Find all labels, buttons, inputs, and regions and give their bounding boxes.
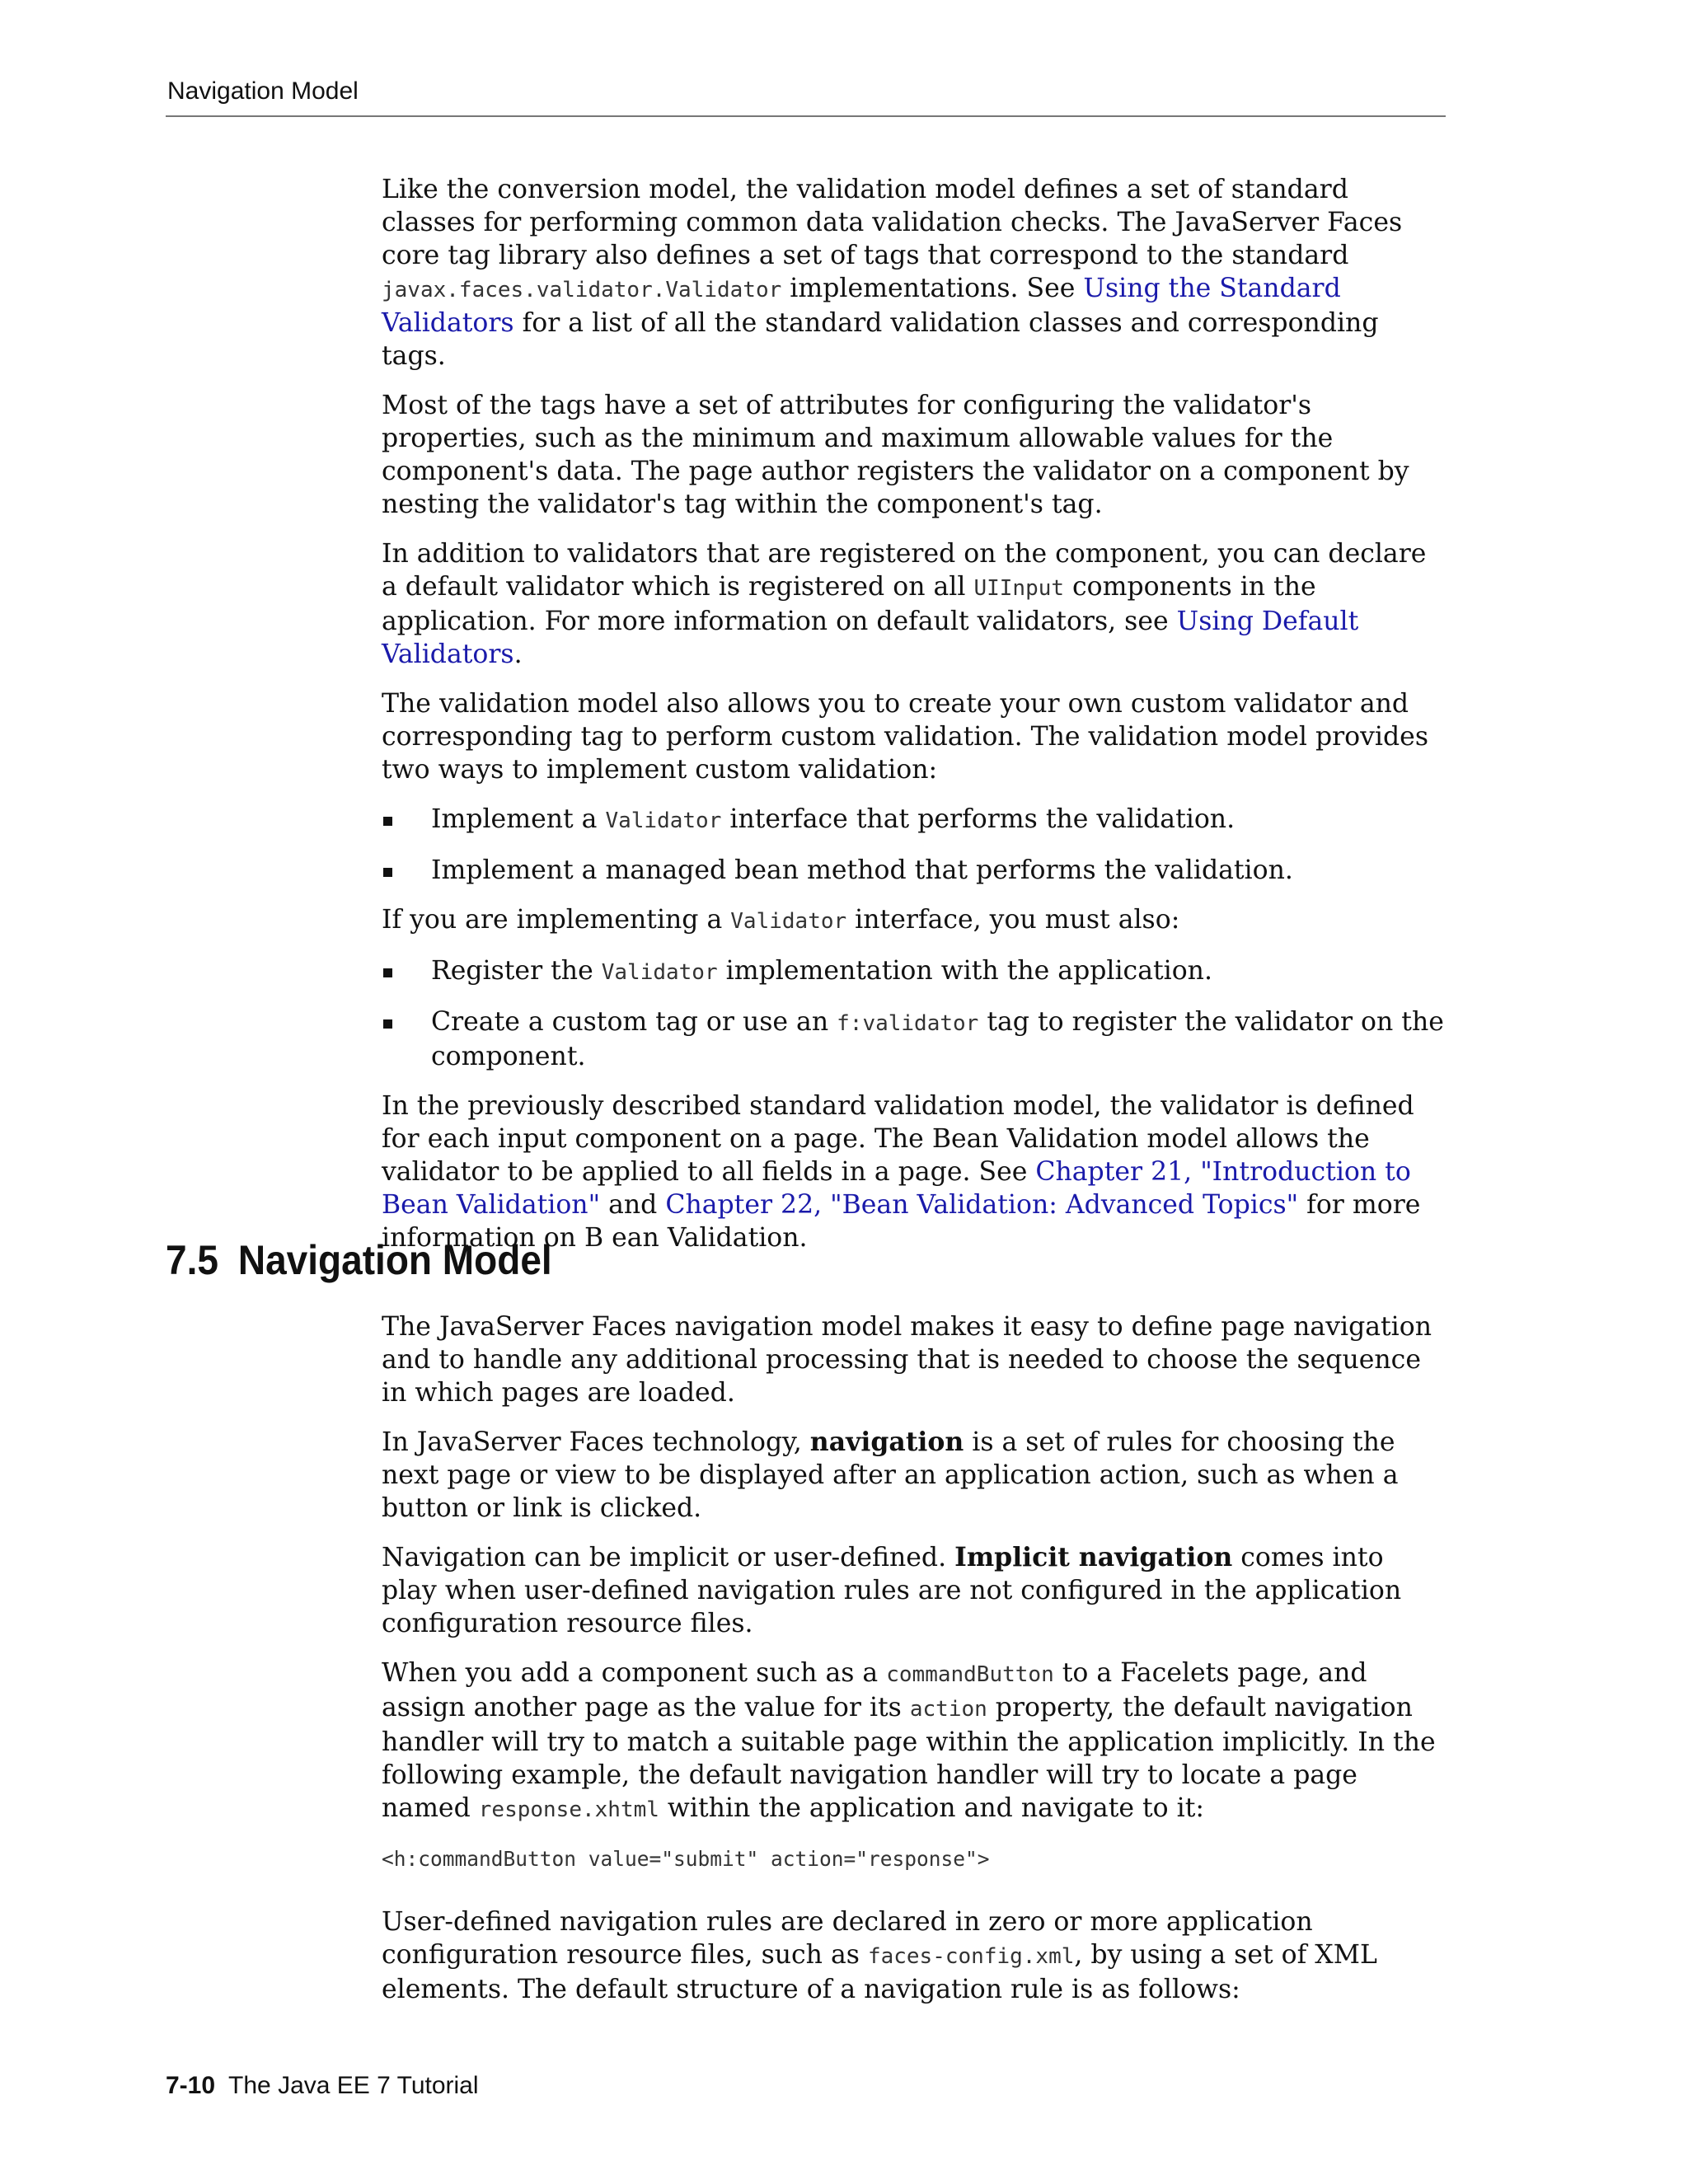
- paragraph: The validation model also allows you to create your own custom validator and corresponding tag to perform custom validation. The validation model provides two ways to implement custom validation:: [382, 689, 1428, 785]
- link-using-standard-validators[interactable]: Using the Standard Validators: [382, 274, 1341, 338]
- link-using-default-validators[interactable]: Using Default Validators: [382, 607, 1359, 669]
- paragraph: User-defined navigation rules are declared in zero or more application configuration resource files, such as faces-config.xml, by using a set of XML elements. The default structure of a navigation rule is as follows:: [382, 1907, 1377, 2004]
- inline-code: Validator: [605, 808, 722, 833]
- inline-code: Validator: [601, 960, 718, 985]
- bold-term: navigation: [809, 1427, 964, 1457]
- section-heading: [166, 1234, 552, 1286]
- link-chapter-22[interactable]: Chapter 22, "Bean Validation: Advanced Topics": [665, 1190, 1299, 1220]
- bold-term: Implicit navigation: [954, 1542, 1233, 1572]
- list-item: Register the Validator implementation with the application.: [382, 954, 1447, 989]
- inline-code: faces-config.xml: [867, 1944, 1075, 1969]
- paragraph: In JavaServer Faces technology, navigation is a set of rules for choosing the next page or view to be displayed after an application action, such as when a button or link is clicked.: [382, 1427, 1399, 1523]
- page-number: 7-10: [166, 2072, 216, 2099]
- section-title: Navigation Model: [237, 1237, 552, 1283]
- link-chapter-21[interactable]: Chapter 21, "Introduction to Bean Validation": [382, 1157, 1411, 1220]
- inline-code: f:validator: [837, 1011, 979, 1036]
- paragraph: If you are implementing a Validator interface, you must also:: [382, 905, 1180, 935]
- inline-code: UIInput: [973, 576, 1065, 601]
- list-item: Implement a Validator interface that performs the validation.: [382, 803, 1447, 837]
- paragraph: In addition to validators that are registered on the component, you can declare a default validator which is registered on all UIInput components in the application. For more information on default validators, see Using Default Validators.: [382, 539, 1427, 669]
- section-number: 7.5: [166, 1237, 218, 1283]
- paragraph: The JavaServer Faces navigation model makes it easy to define page navigation and to handle any additional processing that is needed to choose the sequence in which pages are loaded.: [382, 1312, 1432, 1408]
- paragraph: Navigation can be implicit or user-defined. Implicit navigation comes into play when user-defined navigation rules are not configured in the application configuration resource files.: [382, 1542, 1402, 1638]
- bullet-icon: [383, 1019, 392, 1029]
- bullet-list: [382, 954, 1447, 1073]
- inline-code: Validator: [730, 909, 847, 934]
- book-title: The Java EE 7 Tutorial: [228, 2072, 479, 2099]
- page-footer: [166, 2072, 479, 2100]
- bullet-icon: [383, 817, 392, 826]
- inline-code: javax.faces.validator.Validator: [382, 278, 782, 302]
- validation-text: [382, 173, 1447, 1271]
- navigation-section-text: [382, 1310, 1447, 2022]
- list-item: Implement a managed bean method that performs the validation.: [382, 854, 1447, 887]
- inline-code: action: [909, 1697, 987, 1722]
- paragraph: When you add a component such as a commandButton to a Facelets page, and assign another page as the value for its action property, the default navigation handler will try to match a suitable page within the application implicitly. In the following example, the default navigation handler will try to locate a page named response.xhtml within the application and navigate to it:: [382, 1658, 1436, 1823]
- code-example: <h:commandButton value="submit" action="response">: [382, 1847, 990, 1871]
- bullet-icon: [383, 968, 392, 977]
- paragraph: Like the conversion model, the validation model defines a set of standard classes for performing common data validation checks. The JavaServer Faces core tag library also defines a set of tags that correspond to the standard javax.faces.validator.Validator implementations. See Using the Standard Validators for a list of all the standard validation classes and corresponding tags.: [382, 175, 1403, 371]
- header-rule: [166, 115, 1446, 117]
- running-header: Navigation Model: [167, 77, 359, 105]
- inline-code: commandButton: [886, 1662, 1054, 1687]
- inline-code: response.xhtml: [478, 1797, 659, 1822]
- bullet-icon: [383, 868, 392, 877]
- paragraph: Most of the tags have a set of attributes for configuring the validator's properties, such as the minimum and maximum allowable values for the component's data. The page author registers the validator on a component by nesting the validator's tag within the component's tag.: [382, 391, 1409, 519]
- bullet-list: [382, 803, 1447, 887]
- list-item: Create a custom tag or use an f:validator tag to register the validator on the component.: [382, 1005, 1447, 1073]
- paragraph: In the previously described standard validation model, the validator is defined for each input component on a page. The Bean Validation model allows the validator to be applied to all fields in a page. See Chapter 21, "Introduction to Bean Validation" and Chapter 22, "Bean Validation: Advanced Topics" for more information on B ean Validation.: [382, 1091, 1421, 1253]
